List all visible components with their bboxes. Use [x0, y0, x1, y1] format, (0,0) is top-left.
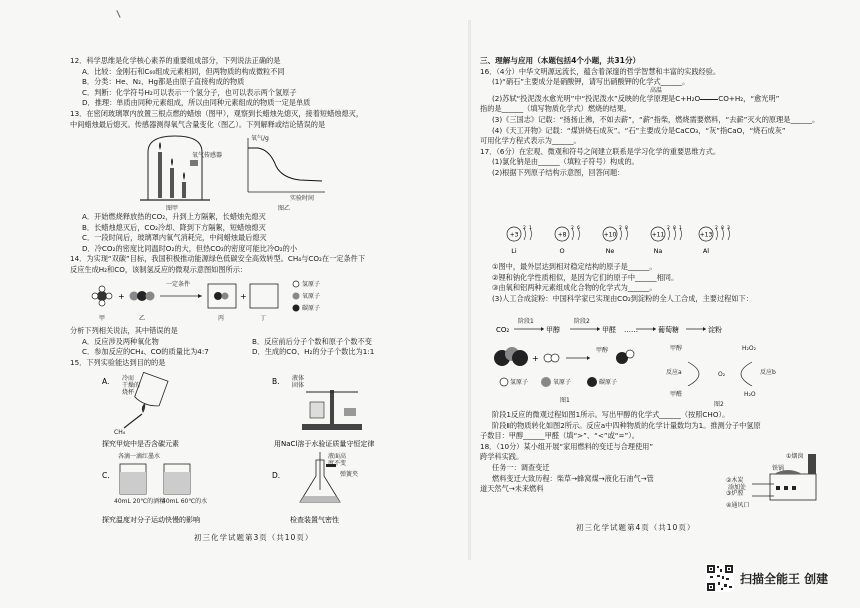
- q18-history1: 燃料变迁大致历程：柴草→蜂窝煤→液化石油气→管: [492, 473, 654, 483]
- atom-na: [651, 225, 682, 255]
- atom-nucleus-charge: +11: [651, 231, 665, 239]
- label-jia: 甲: [99, 315, 106, 322]
- atom-li: [507, 225, 532, 255]
- stove-drawing: [752, 454, 816, 500]
- q16-stem: 16．（4分）中华文明源远流长，蕴含着深邃的哲学智慧和丰富的实践经验。: [480, 66, 721, 76]
- atom-shell-count: 6: [577, 226, 580, 231]
- q13-option-a: A．开始燃烧释放热的CO₂，升到上方隔絮，长蜡烛先熄灭: [82, 212, 266, 221]
- atom-ne: [603, 225, 628, 255]
- box-ding: [250, 284, 278, 308]
- q17-sub1: ①图中，最外层达到相对稳定结构的原子是______。: [492, 262, 657, 271]
- q12-option-b: B．分类：He、N₂、Hg都是由原子直接构成的物质: [82, 77, 245, 87]
- stove-diagram: [724, 450, 828, 510]
- d-tag3: 弹簧夹: [340, 471, 359, 478]
- fig2-h2o2: H₂O₂: [742, 345, 757, 352]
- q13-option-d: D．冷CO₂的密度比同温时O₂的大，但热CO₂的密度可能比冷O₂的小: [82, 243, 298, 253]
- experiment-c-beakers: [120, 464, 190, 494]
- q15-b-label: B.: [272, 377, 280, 386]
- question-14-options: [70, 326, 374, 368]
- q17-subparts: [480, 262, 753, 304]
- chain-stage1: 阶段1: [518, 318, 534, 325]
- c-right: 40mL 60℃的水: [162, 498, 208, 505]
- oxygen-curve-chart: [248, 138, 325, 192]
- q15-d-caption: 检查装置气密性: [290, 516, 339, 524]
- q13-stem-line2: 中间蜡烛最后熄灭。传感器测得氧气含量变化（图乙）。下列解释或结论错误的是: [70, 119, 326, 129]
- figure-yi-caption: 图乙: [278, 205, 291, 212]
- fig1-hydrogen: 氢原子: [510, 379, 529, 386]
- stove-vent: ④通风口: [726, 502, 750, 509]
- label-bing: 丙: [218, 315, 225, 322]
- legend-oxygen: 氧原子: [302, 293, 321, 300]
- q17-part1: (1)氯化钠是由______（填粒子符号）构成的。: [492, 157, 639, 167]
- atom-symbol: Al: [702, 247, 710, 255]
- fig2-formaldehyde: 甲醛: [670, 391, 683, 398]
- chart-x-label: 实验时间: [290, 195, 315, 202]
- q17-q18-text: [480, 410, 761, 495]
- section-3: [480, 56, 819, 179]
- right-page-footer: 初三化学试题第4页（共10页）: [576, 523, 696, 532]
- question-13-options: [70, 212, 365, 276]
- experiment-b-balance: [302, 390, 362, 430]
- q16-condition: 高温: [650, 86, 663, 94]
- co2-to-starch-chain: [496, 312, 736, 340]
- atom-shell-count: 2: [715, 226, 718, 231]
- q16-part4b: 可用化学方程式表示为______。: [480, 136, 581, 146]
- q17-figures: [490, 340, 790, 410]
- q13-option-b: B．长蜡烛熄灭后，CO₂冷却、降到下方隔絮，短蜡烛熄灭: [82, 222, 266, 232]
- fig1-methanol: 甲醇: [596, 347, 609, 354]
- atom-nucleus-charge: +13: [699, 231, 713, 239]
- stove-charcoal-2: 添加处: [728, 484, 747, 491]
- bell-jar-diagram: [140, 136, 210, 200]
- atom-nucleus-charge: +3: [509, 231, 519, 239]
- q16-part4a: (4)《天工开物》记载：“煤饼烧石成灰”。“石”主要成分是CaCO₃，“灰”指CaO，“烧石成灰”: [492, 125, 786, 135]
- qr-code-icon: [706, 564, 734, 592]
- c-left: 40mL 20℃的酒精: [114, 498, 166, 505]
- chain-stage2: 阶段2: [574, 318, 590, 325]
- a-tag3: 烧杯: [122, 389, 135, 396]
- scanner-brand: 扫描全能王 创建: [740, 572, 829, 586]
- q15-a-caption: 探究甲烷中是否含碳元素: [102, 440, 179, 448]
- atom-shell-count: 2: [523, 226, 526, 231]
- q15-c-label: C.: [102, 471, 110, 480]
- q17-sub5: 阶段Ⅱ的物质转化如图2所示。反应a中四种物质的化学计量数均为1。推测分子中氢原: [492, 420, 761, 430]
- figure1-caption: 图1: [560, 397, 570, 404]
- svg-text:+: +: [240, 292, 247, 301]
- b-tag1: 液体: [292, 375, 305, 382]
- q14-analysis: 分析下列相关说法，其中错误的是: [70, 326, 178, 335]
- q17-sub3: ③由氧和铝两种元素组成化合物的化学式为______。: [492, 283, 657, 293]
- atom-symbol: Ne: [605, 247, 615, 255]
- stove-iron-pot: 铁锅: [772, 465, 785, 472]
- chain-dots: ……: [624, 326, 638, 334]
- q16-part2a: (2)苏轼“投泥泼水愈光明”中“投泥泼水”反映的化学原理是C+H₂O: [492, 93, 701, 103]
- q12-option-d: D．推理：单质由同种元素组成，所以由同种元素组成的物质一定是单质: [82, 98, 311, 108]
- q17-stem: 17．（6分）在宏观、微观和符号之间建立联系是学习化学的重要思维方式。: [480, 146, 721, 156]
- left-page: [70, 0, 470, 560]
- label-yi: 乙: [139, 315, 146, 322]
- atom-symbol: Li: [511, 247, 517, 255]
- atom-shell-count: 3: [727, 226, 730, 231]
- atom-shell-count: 2: [571, 226, 574, 231]
- question-12: [70, 56, 363, 130]
- q13-option-c: C．一段时间后，玻璃罩内氧气消耗完，中间蜡烛最后熄灭: [82, 233, 267, 243]
- atom-shell-count: 2: [667, 226, 670, 231]
- atom-shell-count: 2: [619, 226, 622, 231]
- label-ding: 丁: [260, 315, 267, 322]
- q12-stem: 12．科学思维是化学核心素养的重要组成部分，下列说法正确的是: [70, 56, 281, 65]
- atom-structure-diagrams: [500, 222, 750, 256]
- q17-part3: (3)人工合成淀粉：中国科学家已实现由CO₂到淀粉的全人工合成，主要过程如下：: [492, 293, 753, 303]
- legend: [293, 281, 300, 312]
- q15-stem: 15．下列实验能达到目的的是: [70, 357, 166, 367]
- q12-option-a: A．比较：金刚石和C₆₀组成元素相同，但两物质的构成微粒不同: [82, 66, 285, 76]
- q14-option-d: D．生成的CO、H₂的分子个数比为1:1: [252, 347, 375, 357]
- atom-shell-count: 8: [721, 226, 724, 231]
- atom-shell-count: 8: [673, 226, 676, 231]
- c-top: 各滴一滴红墨水: [118, 453, 161, 460]
- b-tag2: 固体: [292, 382, 305, 389]
- atom-symbol: Na: [653, 247, 663, 255]
- a-tag2: 干燥的: [122, 382, 141, 389]
- a-tag4: CH₄: [114, 429, 126, 436]
- fig2-h2o: H₂O: [744, 391, 756, 398]
- atom-nucleus-charge: +10: [603, 231, 617, 239]
- right-page: [480, 0, 830, 560]
- atom-al: [699, 225, 730, 255]
- reaction-arrow: [700, 99, 718, 100]
- figure-jia-caption: 图甲: [166, 205, 179, 212]
- q18-task1: 任务一：调查变迁: [492, 462, 550, 472]
- q17-sub4: 阶段1反应的微观过程如图1所示。写出甲醇的化学式______（按照CHO）。: [492, 410, 730, 419]
- fig2-o2: O₂: [718, 371, 726, 378]
- d-tag2: 度不变: [328, 460, 347, 467]
- q13-figure: [130, 130, 330, 212]
- stove-chimney: ①烟囱: [786, 453, 804, 460]
- svg-text:+: +: [532, 354, 539, 363]
- atom-o: [555, 225, 580, 255]
- sensor-label: 氧气传感器: [192, 152, 223, 159]
- q17-part2: (2)根据下列原子结构示意图，回答问题：: [492, 167, 625, 177]
- atom-nucleus-charge: +8: [557, 231, 567, 239]
- q16-part3: (3)《三国志》记载：“扬扬止沸，不如去薪”，“薪”指柴，燃烧需要燃料，“去薪”灭火的原理是______。: [492, 114, 820, 124]
- q14-stem-line1: 14．为实现“双碳”目标，我国积极推动能源绿色低碳安全高效转型。CH₄与CO₂在一定条件下: [70, 254, 366, 264]
- q14-option-c: C．参加反应的CH₄、CO的质量比为4:7: [82, 347, 209, 357]
- q15-d-label: D.: [272, 471, 281, 480]
- chain-glucose: 葡萄糖: [658, 326, 679, 334]
- q14-stem-line2: 反应生成H₂和CO，该制氢反应的微观示意图如图所示：: [70, 264, 248, 274]
- q17-sub6: 子数目：甲醇______甲醛（填“>”、“<”或“=”）。: [480, 431, 639, 441]
- molecule-jia: [92, 286, 112, 306]
- legend-carbon: 碳原子: [302, 305, 321, 312]
- fig2-methanol: 甲醇: [670, 345, 683, 352]
- atom-shell-count: 1: [529, 226, 532, 231]
- left-page-footer: 初三化学试题第3页（共10页）: [194, 533, 314, 542]
- molecule-yi: [130, 291, 155, 301]
- q15-c-caption: 探究温度对分子运动快慢的影响: [102, 516, 200, 524]
- d-tag1: 液面高: [328, 453, 347, 460]
- q16-part2c: 指的是______（填写物质化学式）燃烧的结果。: [480, 104, 631, 114]
- atom-symbol: O: [559, 247, 565, 255]
- atom-shell-count: 8: [625, 226, 628, 231]
- q18-stem2: 跨学科实践。: [480, 452, 524, 462]
- stove-charcoal: ②木炭: [726, 477, 744, 484]
- q16-part2b: CO+H₂，“愈光明”: [718, 93, 780, 103]
- legend-hydrogen: 氢原子: [302, 281, 321, 288]
- svg-text:+: +: [118, 292, 125, 301]
- q14-option-b: B．反应前后分子个数和原子个数不变: [252, 336, 372, 346]
- fig1-carbon: 碳原子: [599, 379, 618, 386]
- q18-stem: 18．（10分）某小组开展“家用燃料的变迁与合理使用”: [480, 441, 654, 451]
- chain-starch: 淀粉: [708, 326, 722, 334]
- reaction-condition: 一定条件: [166, 281, 191, 288]
- q12-option-c: C．判断：化学符号H₂可以表示一个氢分子，也可以表示两个氢原子: [82, 87, 297, 97]
- stove-furnace: ③炉膛: [726, 490, 744, 497]
- q17-sub2: ②锂和钠化学性质相似，是因为它们的原子中______相同。: [492, 272, 679, 282]
- fig1-oxygen: 氧原子: [553, 379, 572, 386]
- atom-shell-count: 1: [679, 226, 682, 231]
- q16-part1: (1)“硝石”主要成分是硝酸钾，请写出硝酸钾的化学式______。: [492, 77, 690, 87]
- q15-figures: [84, 372, 414, 527]
- figure2-caption: 图2: [714, 401, 724, 408]
- q14-reaction-diagram: [90, 276, 360, 328]
- q15-b-caption: 用NaCl溶于水验证质量守恒定律: [274, 440, 375, 448]
- q13-stem-line1: 13．在密闭玻璃罩内放置三根点燃的蜡烛（图甲），观察到长蜡烛先熄灭，接着短蜡烛熄灭，: [70, 108, 364, 118]
- chart-y-label: 氧气/g: [251, 135, 269, 142]
- section-3-title: 三、理解与应用（本题包括4个小题，共31分）: [480, 56, 641, 65]
- q15-a-label: A.: [102, 377, 110, 386]
- chain-co2: CO₂: [496, 326, 510, 334]
- fig2-reaction-b: 反应b: [760, 369, 776, 376]
- fig2-reaction-a: 反应a: [666, 369, 682, 376]
- chain-methanol: 甲醇: [546, 326, 560, 334]
- a-tag1: 冷而: [122, 375, 135, 382]
- q14-option-a: A．反应涉及两种氧化物: [82, 336, 159, 346]
- q18-history2: 道天然气→未来燃料: [480, 484, 544, 494]
- chain-formaldehyde: 甲醛: [602, 326, 616, 334]
